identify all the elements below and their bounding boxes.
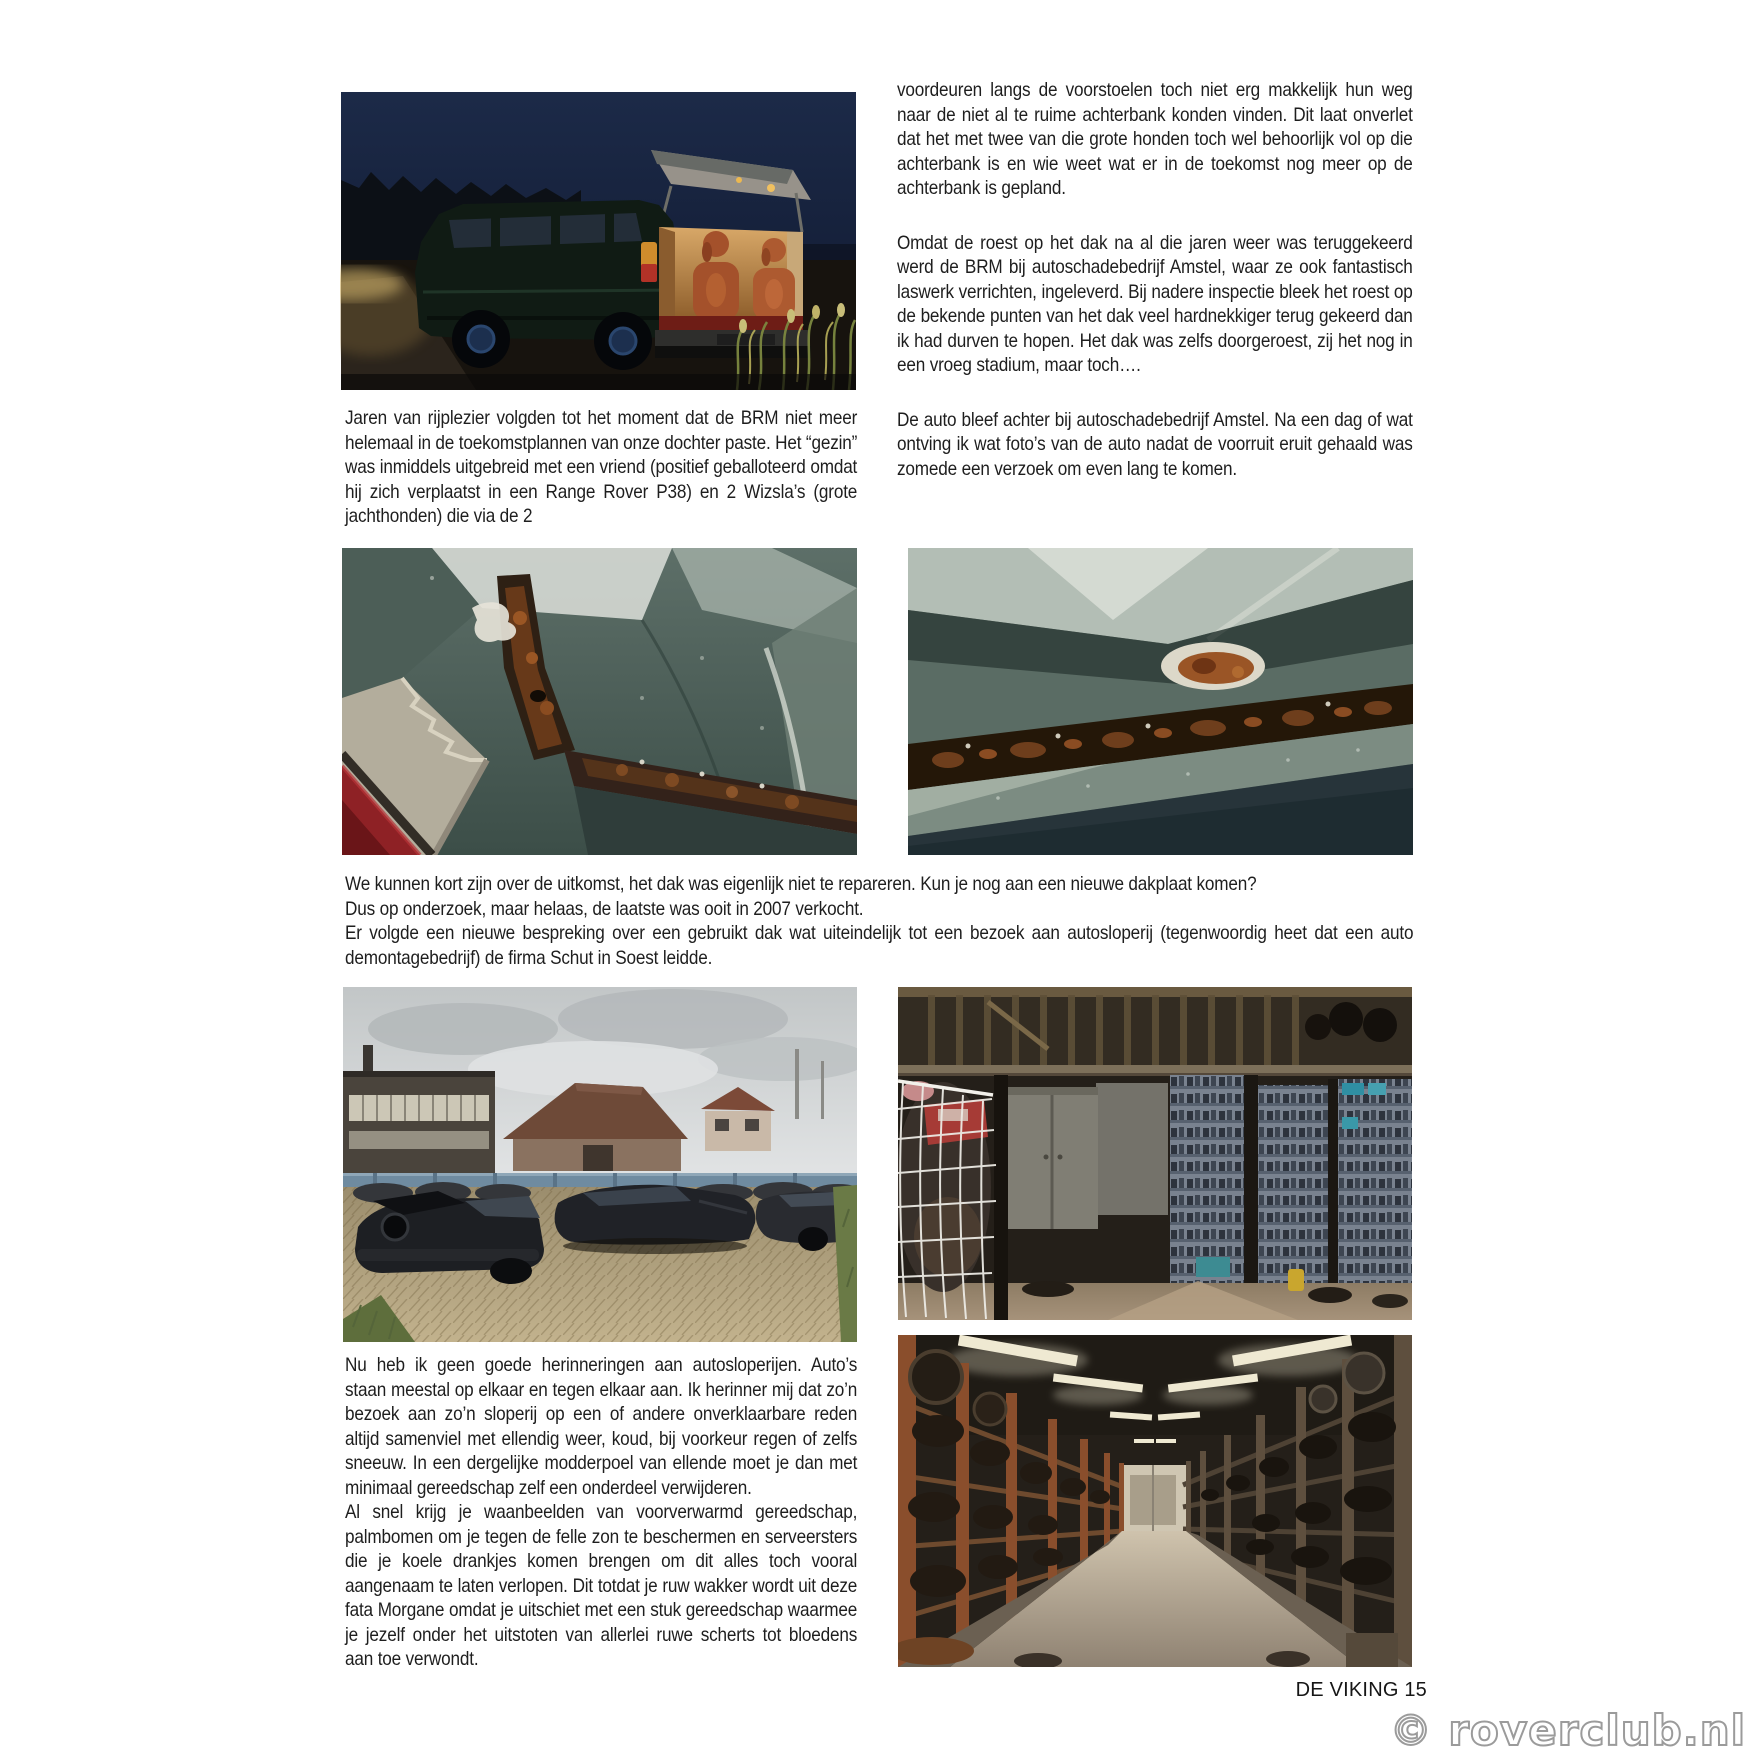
paragraph: De auto bleef achter bij autoschadebedrijf Amstel. Na een dag of wat ontving ik wat foto’s van de auto nadat de voorruit eruit gehaald was zomede een verzoek om even lang te komen. xyxy=(897,408,1413,480)
article-middle-fullwidth xyxy=(345,872,1413,970)
paragraph: Nu heb ik geen goede herinneringen aan autosloperijen. Auto’s staan meestal op elkaar en tegen elkaar aan. Ik herinner mij dat zo’n bezoek aan zo’n sloperij op een of andere onverklaarbare reden altijd samenviel met ellendig weer, koud, bij voorkeur regen of zelfs sneeuw. In een dergelijke modderpoel van ellende moet je dan met minimaal gereedschap zelf een onderdeel verwijderen. xyxy=(345,1354,858,1499)
paragraph: voordeuren langs de voorstoelen toch niet erg makkelijk hun weg naar de niet al te ruime achterbank konden vinden. Dit laat onverlet dat het met twee van die grote honden toch wel behoorlijk vol op die achterbank is en wie weet wat er in de toekomst nog meer op de achterbank is gepland. xyxy=(897,79,1413,199)
range-rover-night-illustration xyxy=(340,92,857,390)
paragraph: Er volgde een nieuwe bespreking over een gebruikt dak wat uiteindelijk tot een bezoek aan autosloperij (tegenwoordig heet dat een auto demontagebedrijf) de firma Schut in Soest leidde. xyxy=(345,922,1414,969)
photo-range-rover-dogs-night xyxy=(340,92,857,390)
watermark-copyright: © roverclub.nl xyxy=(1389,1706,1746,1754)
photo-parts-shelves-interior xyxy=(898,987,1412,1320)
warehouse-aisle-illustration xyxy=(898,1335,1412,1667)
paragraph: Dus op onderzoek, maar helaas, de laatste was ooit in 2007 verkocht. xyxy=(345,897,864,920)
paragraph: Jaren van rijplezier volgden tot het moment dat de BRM niet meer helemaal in de toekomstplannen van onze dochter paste. Het “gezin” was inmiddels uitgebreid met een vriend (positief geballoteerd omdat hij zich verplaatst in een Range Rover P38) en 2 Wizsla’s (grote jachthonden) die via de 2 xyxy=(345,407,858,527)
paragraph: Omdat de roest op het dak na al die jaren weer was teruggekeerd werd de BRM bij autoschadebedrijf Amstel, waar ze ook fantastisch laswerk verrichten, ingeleverd. Bij nadere inspectie bleek het roest op de bekende punten van het dak veel hardnekkiger terug gekeerd dan ik had durven te hopen. Het dak was zelfs doorgeroest, zij het nog in een vroeg stadium, maar toch…. xyxy=(897,231,1413,376)
parts-shelves-illustration xyxy=(898,987,1412,1320)
photo-parts-warehouse-aisle xyxy=(898,1335,1412,1667)
photo-roof-rust-seam-left xyxy=(342,548,857,855)
paragraph: Al snel krijg je waanbeelden van voorverwarmd gereedschap, palmbomen om je tegen de felle zon te beschermen en serveersters die je koele drankjes komen brengen om dit alles toch vooral aangenaam te laten verlopen. Dit totdat je ruw wakker wordt uit deze fata Morgane omdat je uitschiet met een stuk gereedschap waarmee je jezelf onder het uitstoten van allerlei ruwe scherts tot bloedens aan toe verwondt. xyxy=(345,1501,858,1670)
article-column-left-intro xyxy=(345,406,857,529)
scrapyard-illustration xyxy=(343,987,857,1342)
roof-rust-left-illustration xyxy=(342,548,857,855)
paragraph: We kunnen kort zijn over de uitkomst, het dak was eigenlijk niet te repareren. Kun je nog aan een nieuwe dakplaat komen? xyxy=(345,873,1257,895)
page-footer-magazine-label: DE VIKING 15 xyxy=(1295,1679,1427,1701)
article-column-bottom-left xyxy=(345,1353,857,1672)
article-column-right-top xyxy=(897,78,1413,481)
roof-rust-right-illustration xyxy=(908,548,1413,855)
photo-scrapyard-exterior xyxy=(343,987,857,1342)
photo-roof-rust-gutter-right xyxy=(908,548,1413,855)
